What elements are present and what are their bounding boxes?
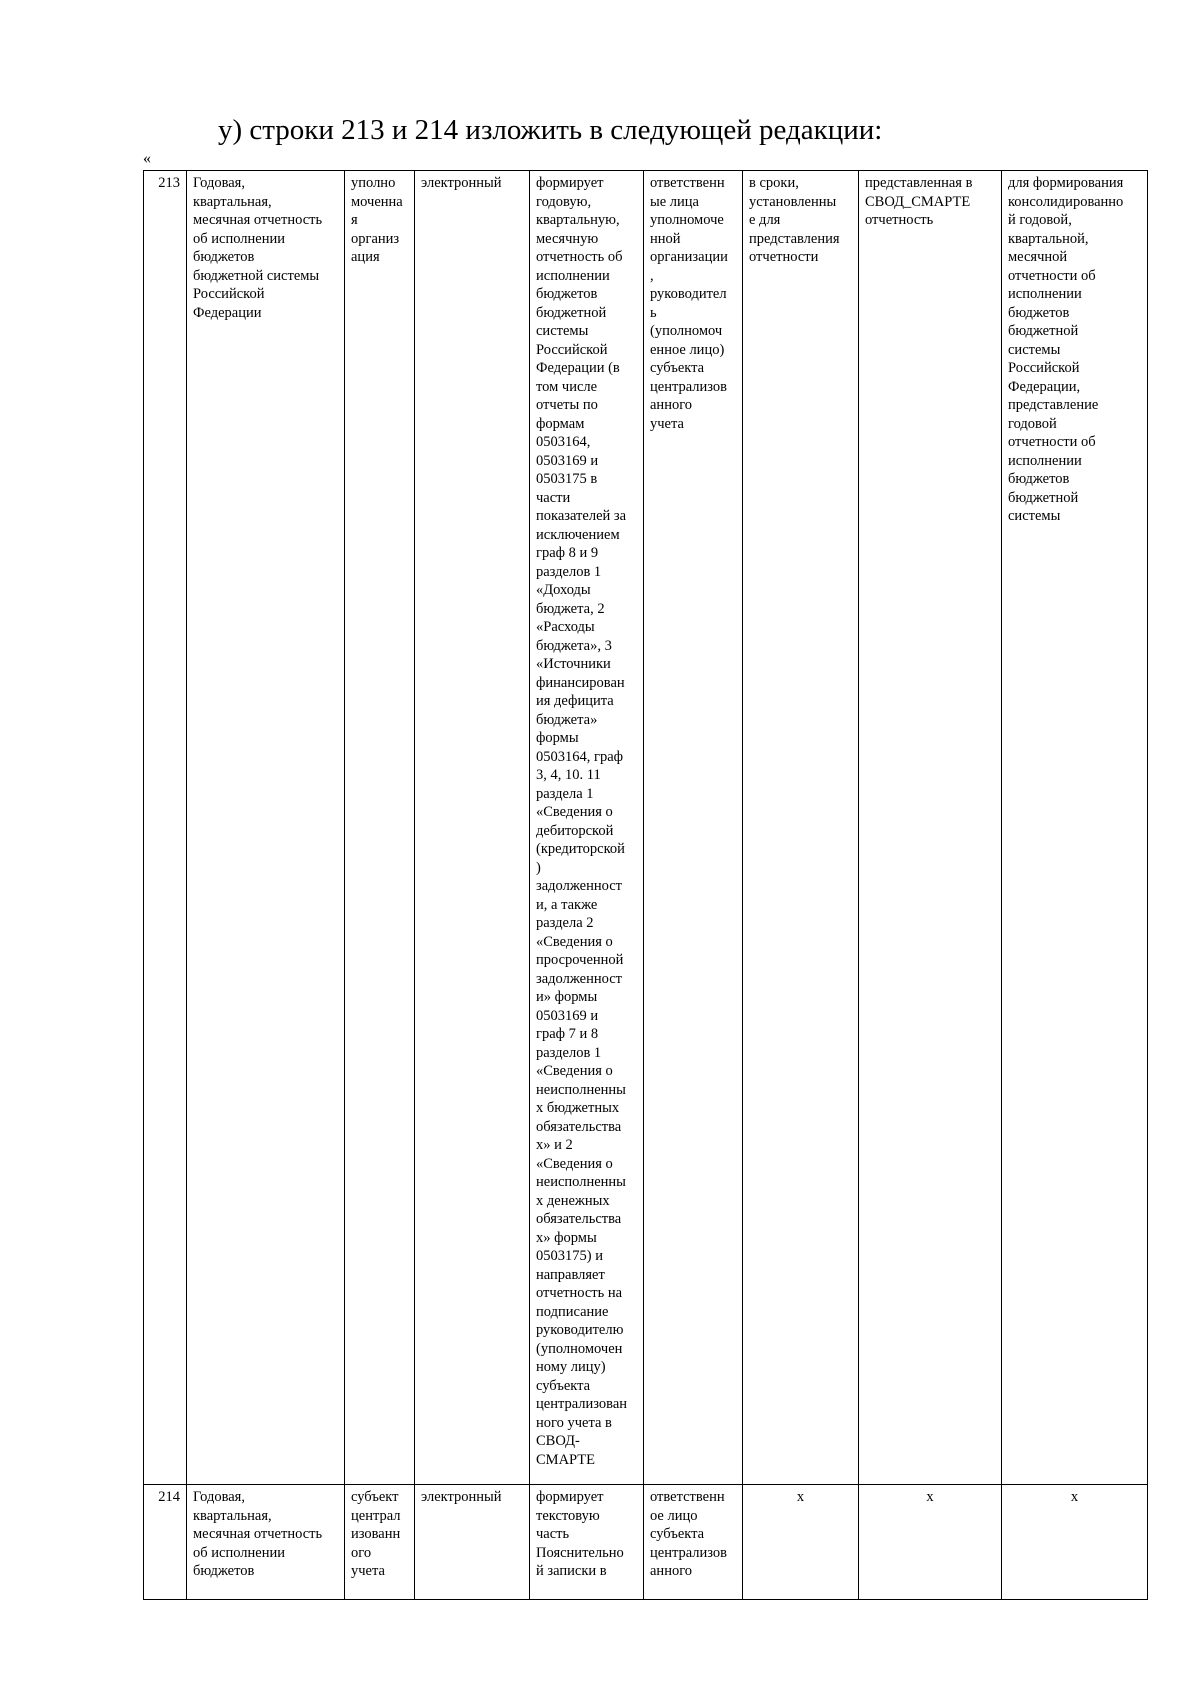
- participant-cell: субъект централ изованн ого учета: [345, 1485, 415, 1600]
- purpose-cell: х: [1002, 1485, 1148, 1600]
- responsible-cell: ответственн ые лица уполномоче нной организации , руководител ь (уполномоч енное лицо) субъекта централизов анного учета: [644, 171, 743, 1485]
- participant-cell: уполно моченна я организ ация: [345, 171, 415, 1485]
- result-cell: представленная в СВОД_СМАРТЕ отчетность: [859, 171, 1002, 1485]
- document-name-cell: Годовая, квартальная, месячная отчетность об исполнении бюджетов бюджетной системы Российской Федерации: [187, 171, 345, 1485]
- action-cell: формирует текстовую часть Пояснительно й записки в: [530, 1485, 644, 1600]
- row-number: 214: [144, 1485, 187, 1600]
- document-form-cell: электронный: [415, 1485, 530, 1600]
- purpose-cell: для формирования консолидированно й годовой, квартальной, месячной отчетности об исполнении бюджетов бюджетной системы Российской Федерации, представление годовой отчетности об исполнении бюджетов бюджетной системы: [1002, 171, 1148, 1485]
- result-cell: х: [859, 1485, 1002, 1600]
- row-number: 213: [144, 171, 187, 1485]
- table-row-214: [144, 1485, 1148, 1600]
- document-name-cell: Годовая, квартальная, месячная отчетность об исполнении бюджетов: [187, 1485, 345, 1600]
- table-row-213: [144, 171, 1148, 1485]
- action-cell: формирует годовую, квартальную, месячную отчетность об исполнении бюджетов бюджетной системы Российской Федерации (в том числе отчеты по формам 0503164, 0503169 и 0503175 в части показателей за исключением граф 8 и 9 разделов 1 «Доходы бюджета, 2 «Расходы бюджета», 3 «Источники финансирован ия дефицита бюджета» формы 0503164, граф 3, 4, 10. 11 раздела 1 «Сведения о дебиторской (кредиторской ) задолженност и, а также раздела 2 «Сведения о просроченной задолженност и» формы 0503169 и граф 7 и 8 разделов 1 «Сведения о неисполненны х бюджетных обязательства х» и 2 «Сведения о неисполненны х денежных обязательства х» формы 0503175) и направляет отчетность на подписание руководителю (уполномочен ному лицу) субъекта централизован ного учета в СВОД- СМАРТЕ: [530, 171, 644, 1485]
- rows-table: [143, 170, 1148, 1600]
- deadline-cell: х: [743, 1485, 859, 1600]
- responsible-cell: ответственн ое лицо субъекта централизов анного: [644, 1485, 743, 1600]
- document-form-cell: электронный: [415, 171, 530, 1485]
- opening-quote-mark: «: [143, 150, 151, 167]
- deadline-cell: в сроки, установленны е для представления отчетности: [743, 171, 859, 1485]
- section-heading: у) строки 213 и 214 изложить в следующей редакции:: [218, 114, 883, 146]
